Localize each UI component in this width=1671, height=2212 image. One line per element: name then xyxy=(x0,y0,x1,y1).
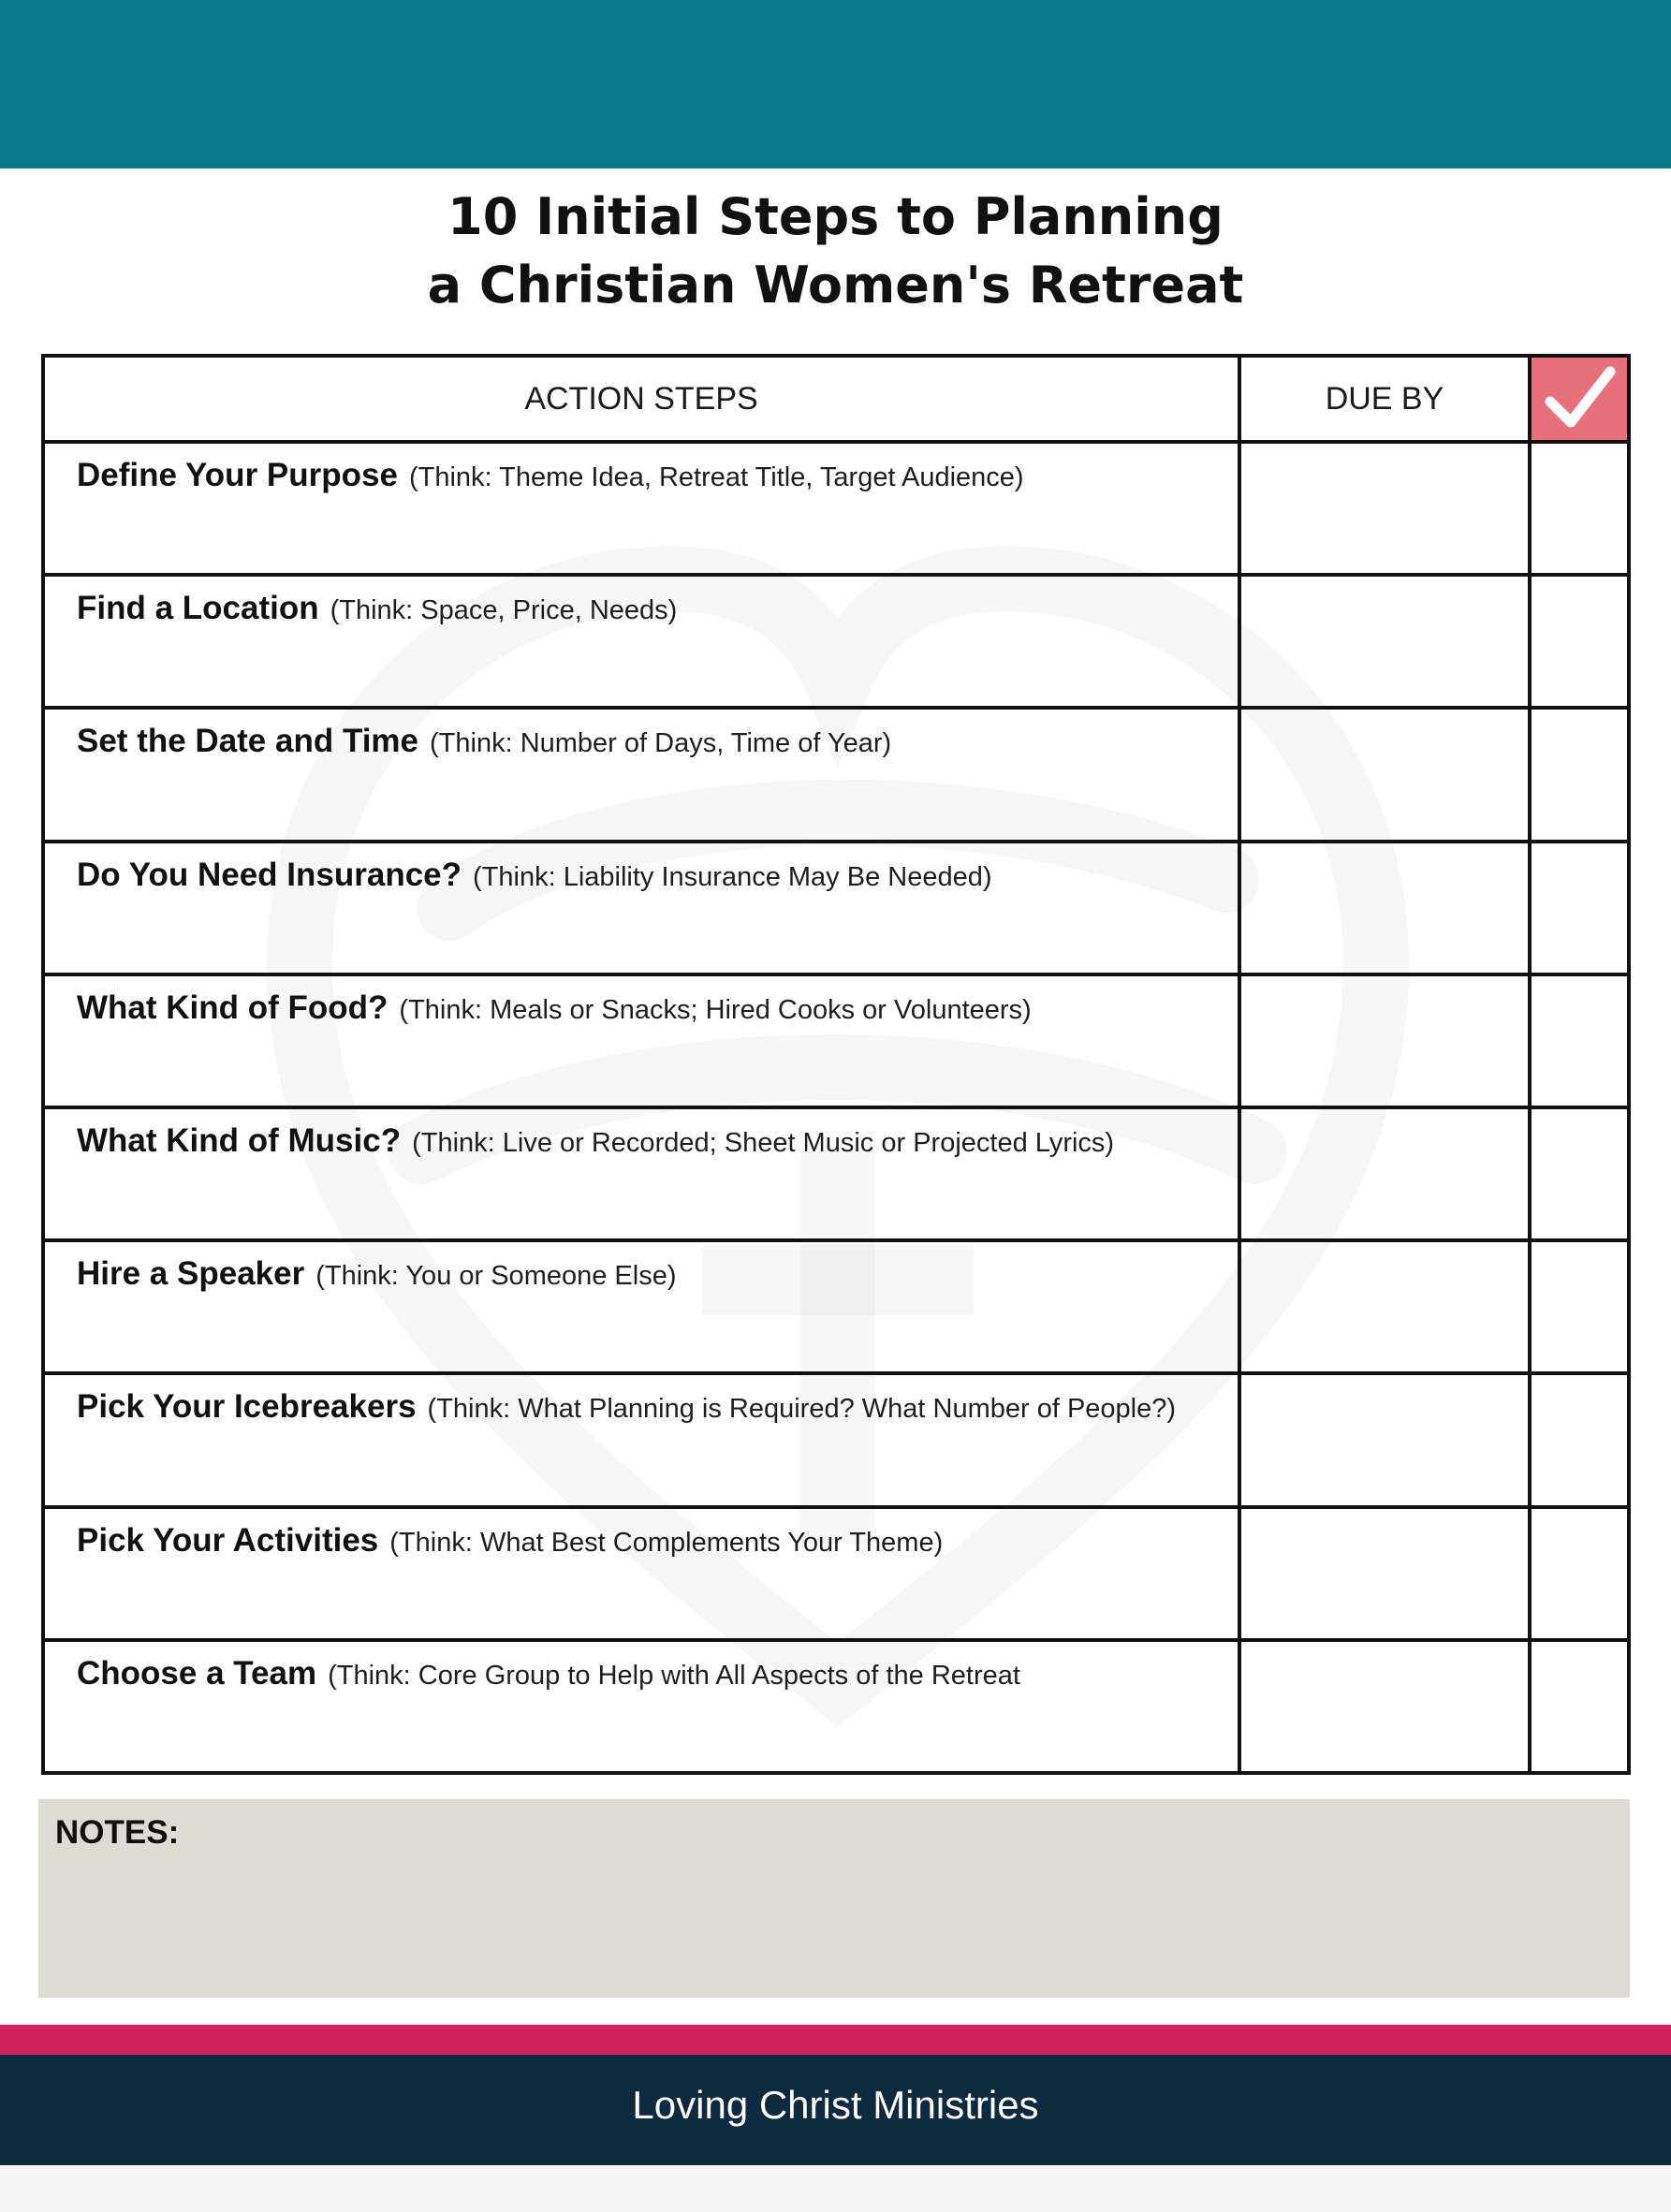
due-by-cell[interactable] xyxy=(1239,575,1530,708)
step-title: Pick Your Icebreakers xyxy=(77,1388,417,1426)
step-hint: (Think: Meals or Snacks; Hired Cooks or Volunteers) xyxy=(399,994,1032,1025)
completed-checkbox-cell[interactable] xyxy=(1530,1640,1629,1773)
step-hint: (Think: Theme Idea, Retreat Title, Target Audience) xyxy=(408,462,1024,493)
table-header-row xyxy=(43,356,1629,442)
due-by-cell[interactable] xyxy=(1239,1640,1530,1773)
step-hint: (Think: What Planning is Required? What Number of People?) xyxy=(427,1394,1177,1425)
table-row xyxy=(43,708,1629,841)
action-step-cell xyxy=(43,442,1239,575)
notes-label: NOTES: xyxy=(55,1814,180,1851)
check-icon xyxy=(1543,364,1616,433)
table-row xyxy=(43,974,1629,1107)
top-color-band xyxy=(0,0,1671,168)
table-row xyxy=(43,575,1629,708)
completed-checkbox-cell[interactable] xyxy=(1530,442,1629,575)
completed-header xyxy=(1530,356,1629,442)
footer-brand: Loving Christ Ministries xyxy=(0,2055,1671,2165)
completed-checkbox-cell[interactable] xyxy=(1530,842,1629,974)
completed-checkbox-cell[interactable] xyxy=(1530,1107,1629,1240)
due-by-cell[interactable] xyxy=(1239,1107,1530,1240)
due-by-cell[interactable] xyxy=(1239,1507,1530,1640)
completed-checkbox-cell[interactable] xyxy=(1530,1373,1629,1506)
step-hint: (Think: You or Someone Else) xyxy=(315,1261,677,1292)
action-step-cell xyxy=(43,974,1239,1107)
due-by-cell[interactable] xyxy=(1239,442,1530,575)
action-step-cell xyxy=(43,708,1239,841)
pink-divider-bar xyxy=(0,2025,1671,2055)
step-title: Find a Location xyxy=(77,590,319,627)
step-title: Set the Date and Time xyxy=(77,723,419,760)
page-title-line-1: 10 Initial Steps to Planning xyxy=(447,187,1224,246)
action-step-cell xyxy=(43,842,1239,974)
completed-checkbox-cell[interactable] xyxy=(1530,1240,1629,1373)
table-row xyxy=(43,442,1629,575)
step-hint: (Think: Space, Price, Needs) xyxy=(330,595,678,626)
action-step-cell xyxy=(43,1373,1239,1506)
step-title: Pick Your Activities xyxy=(77,1521,379,1559)
table-row xyxy=(43,842,1629,974)
action-step-cell xyxy=(43,1107,1239,1240)
step-hint: (Think: What Best Complements Your Theme) xyxy=(389,1527,944,1558)
step-hint: (Think: Live or Recorded; Sheet Music or Projected Lyrics) xyxy=(412,1128,1115,1158)
step-title: What Kind of Food? xyxy=(77,989,388,1026)
action-steps-header: ACTION STEPS xyxy=(43,356,1239,442)
completed-checkbox-cell[interactable] xyxy=(1530,1507,1629,1640)
action-steps-table xyxy=(41,354,1631,1775)
due-by-cell[interactable] xyxy=(1239,1373,1530,1506)
page-title-line-2: a Christian Women's Retreat xyxy=(427,256,1244,315)
page-title xyxy=(0,183,1671,319)
completed-checkbox-cell[interactable] xyxy=(1530,708,1629,841)
step-hint: (Think: Number of Days, Time of Year) xyxy=(430,728,892,759)
step-hint: (Think: Core Group to Help with All Aspects of the Retreat xyxy=(328,1660,1020,1691)
table-row xyxy=(43,1507,1629,1640)
due-by-cell[interactable] xyxy=(1239,842,1530,974)
step-title: Define Your Purpose xyxy=(77,457,398,494)
step-title: What Kind of Music? xyxy=(77,1122,402,1159)
action-step-cell xyxy=(43,575,1239,708)
step-title: Do You Need Insurance? xyxy=(77,856,462,893)
step-hint: (Think: Liability Insurance May Be Needed) xyxy=(473,861,992,892)
table-row xyxy=(43,1640,1629,1773)
bottom-strip xyxy=(0,2165,1671,2212)
action-step-cell xyxy=(43,1640,1239,1773)
due-by-cell[interactable] xyxy=(1239,1240,1530,1373)
completed-checkbox-cell[interactable] xyxy=(1530,575,1629,708)
completed-checkbox-cell[interactable] xyxy=(1530,974,1629,1107)
due-by-cell[interactable] xyxy=(1239,708,1530,841)
action-step-cell xyxy=(43,1240,1239,1373)
action-step-cell xyxy=(43,1507,1239,1640)
due-by-header: DUE BY xyxy=(1239,356,1530,442)
step-title: Choose a Team xyxy=(77,1654,317,1692)
due-by-cell[interactable] xyxy=(1239,974,1530,1107)
table-row xyxy=(43,1240,1629,1373)
table-row xyxy=(43,1107,1629,1240)
notes-box[interactable] xyxy=(38,1799,1630,1998)
table-row xyxy=(43,1373,1629,1506)
step-title: Hire a Speaker xyxy=(77,1255,305,1293)
